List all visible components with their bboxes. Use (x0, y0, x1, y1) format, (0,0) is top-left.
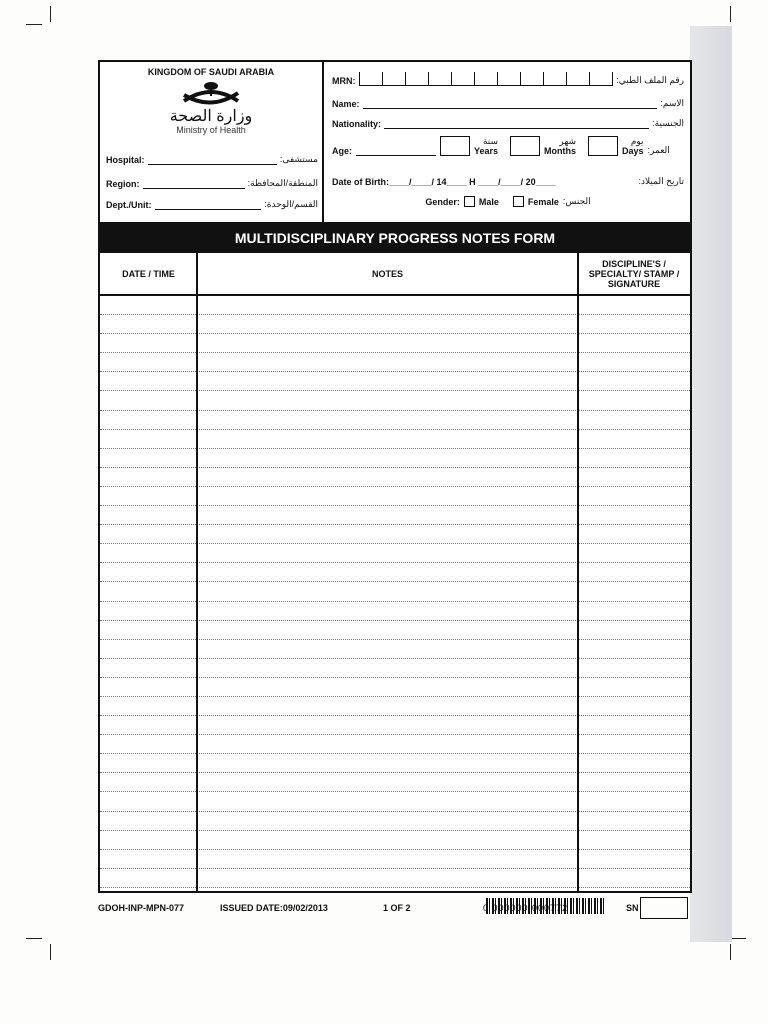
age-field[interactable] (356, 148, 436, 156)
crop-mark (730, 6, 731, 22)
crop-mark (50, 944, 51, 960)
name-label: Name: (332, 99, 360, 109)
note-row[interactable] (100, 754, 690, 773)
name-label-ar: الاسم: (660, 98, 684, 108)
progress-notes-form (98, 60, 692, 893)
sn-field[interactable] (640, 897, 688, 919)
page-number: 1 OF 2 (383, 903, 411, 913)
note-row[interactable] (100, 850, 690, 869)
female-label: Female (527, 197, 559, 207)
note-row[interactable] (100, 773, 690, 792)
country-title: KINGDOM OF SAUDI ARABIA (147, 67, 275, 77)
days-box[interactable] (588, 136, 618, 156)
note-row[interactable] (100, 735, 690, 754)
dept-field[interactable] (155, 202, 262, 210)
note-row[interactable] (100, 411, 690, 430)
note-row[interactable] (100, 296, 690, 315)
form-header (100, 62, 690, 224)
years-box[interactable] (440, 136, 470, 156)
months-box[interactable] (510, 136, 540, 156)
dob-field[interactable]: Date of Birth:____/____/ 14____ H ____/____/ 20____ (332, 177, 556, 187)
male-checkbox[interactable] (464, 196, 475, 207)
hospital-label-ar: مستشفى: (279, 154, 318, 164)
mrn-label: MRN: (332, 76, 356, 86)
notes-rows (100, 296, 690, 891)
nationality-field[interactable] (384, 121, 649, 129)
note-row[interactable] (100, 353, 690, 372)
column-divider (196, 253, 198, 891)
male-label: Male (478, 197, 499, 207)
moh-logo-icon (100, 81, 322, 109)
years-label-ar: سنة (482, 136, 499, 146)
column-headers (100, 253, 690, 296)
note-row[interactable] (100, 391, 690, 410)
note-row[interactable] (100, 602, 690, 621)
region-label: Region: (106, 179, 140, 189)
note-row[interactable] (100, 563, 690, 582)
note-row[interactable] (100, 372, 690, 391)
note-row[interactable] (100, 697, 690, 716)
days-label-ar: يوم (630, 136, 644, 146)
mrn-label-ar: رقم الملف الطبي: (616, 75, 684, 85)
note-row[interactable] (100, 640, 690, 659)
crop-mark (50, 6, 51, 22)
ministry-block (100, 62, 324, 222)
sn-label: SN (626, 903, 639, 913)
issued-date: ISSUED DATE:09/02/2013 (220, 903, 328, 913)
name-field[interactable] (363, 101, 658, 109)
paper-edge-shadow (690, 26, 732, 942)
form-code: GDOH-INP-MPN-077 (98, 903, 185, 913)
note-row[interactable] (100, 716, 690, 735)
gender-label: Gender: (425, 197, 460, 207)
hospital-label: Hospital: (106, 155, 145, 165)
nationality-label-ar: الجنسية: (652, 118, 684, 128)
age-label: Age: (332, 146, 352, 156)
crop-mark (732, 938, 746, 939)
female-checkbox[interactable] (513, 196, 524, 207)
note-row[interactable] (100, 812, 690, 831)
note-row[interactable] (100, 621, 690, 640)
barcode-number: 0 000000 000772 (483, 903, 569, 913)
note-row[interactable] (100, 869, 690, 888)
note-row[interactable] (100, 544, 690, 563)
col-discipline: DISCIPLINE'S / SPECIALTY/ STAMP / SIGNATURE (588, 258, 680, 289)
years-label: Years (474, 146, 499, 156)
note-row[interactable] (100, 659, 690, 678)
months-label: Months (544, 146, 577, 156)
months-label-ar: شهر (559, 136, 577, 146)
dept-label: Dept./Unit: (106, 200, 152, 210)
crop-mark (730, 944, 731, 960)
crop-mark (26, 938, 42, 939)
nationality-label: Nationality: (332, 119, 382, 129)
col-date-time: DATE / TIME (122, 268, 175, 279)
hospital-field[interactable] (148, 157, 277, 165)
note-row[interactable] (100, 506, 690, 525)
note-row[interactable] (100, 487, 690, 506)
note-row[interactable] (100, 468, 690, 487)
gender-label-ar: الجنس: (562, 196, 591, 206)
note-row[interactable] (100, 449, 690, 468)
note-row[interactable] (100, 831, 690, 850)
region-field[interactable] (143, 181, 245, 189)
form-title: MULTIDISCIPLINARY PROGRESS NOTES FORM (100, 224, 690, 253)
note-row[interactable] (100, 334, 690, 353)
ministry-name-english: Ministry of Health (176, 125, 246, 135)
note-row[interactable] (100, 792, 690, 811)
region-label-ar: المنطقة/المحافظة: (247, 178, 318, 188)
days-label: Days (622, 146, 644, 156)
crop-mark (26, 24, 42, 25)
note-row[interactable] (100, 678, 690, 697)
dob-label-ar: تاريخ الميلاد: (638, 176, 684, 186)
age-label-ar: العمر: (647, 145, 670, 155)
ministry-name-arabic: وزارة الصحة (169, 108, 253, 125)
note-row[interactable] (100, 430, 690, 449)
note-row[interactable] (100, 525, 690, 544)
dept-label-ar: القسم/الوحدة: (264, 199, 318, 209)
column-divider (577, 253, 579, 891)
col-notes: NOTES (371, 268, 403, 279)
note-row[interactable] (100, 315, 690, 334)
patient-block (326, 62, 690, 222)
mrn-field[interactable] (359, 72, 614, 86)
note-row[interactable] (100, 582, 690, 601)
